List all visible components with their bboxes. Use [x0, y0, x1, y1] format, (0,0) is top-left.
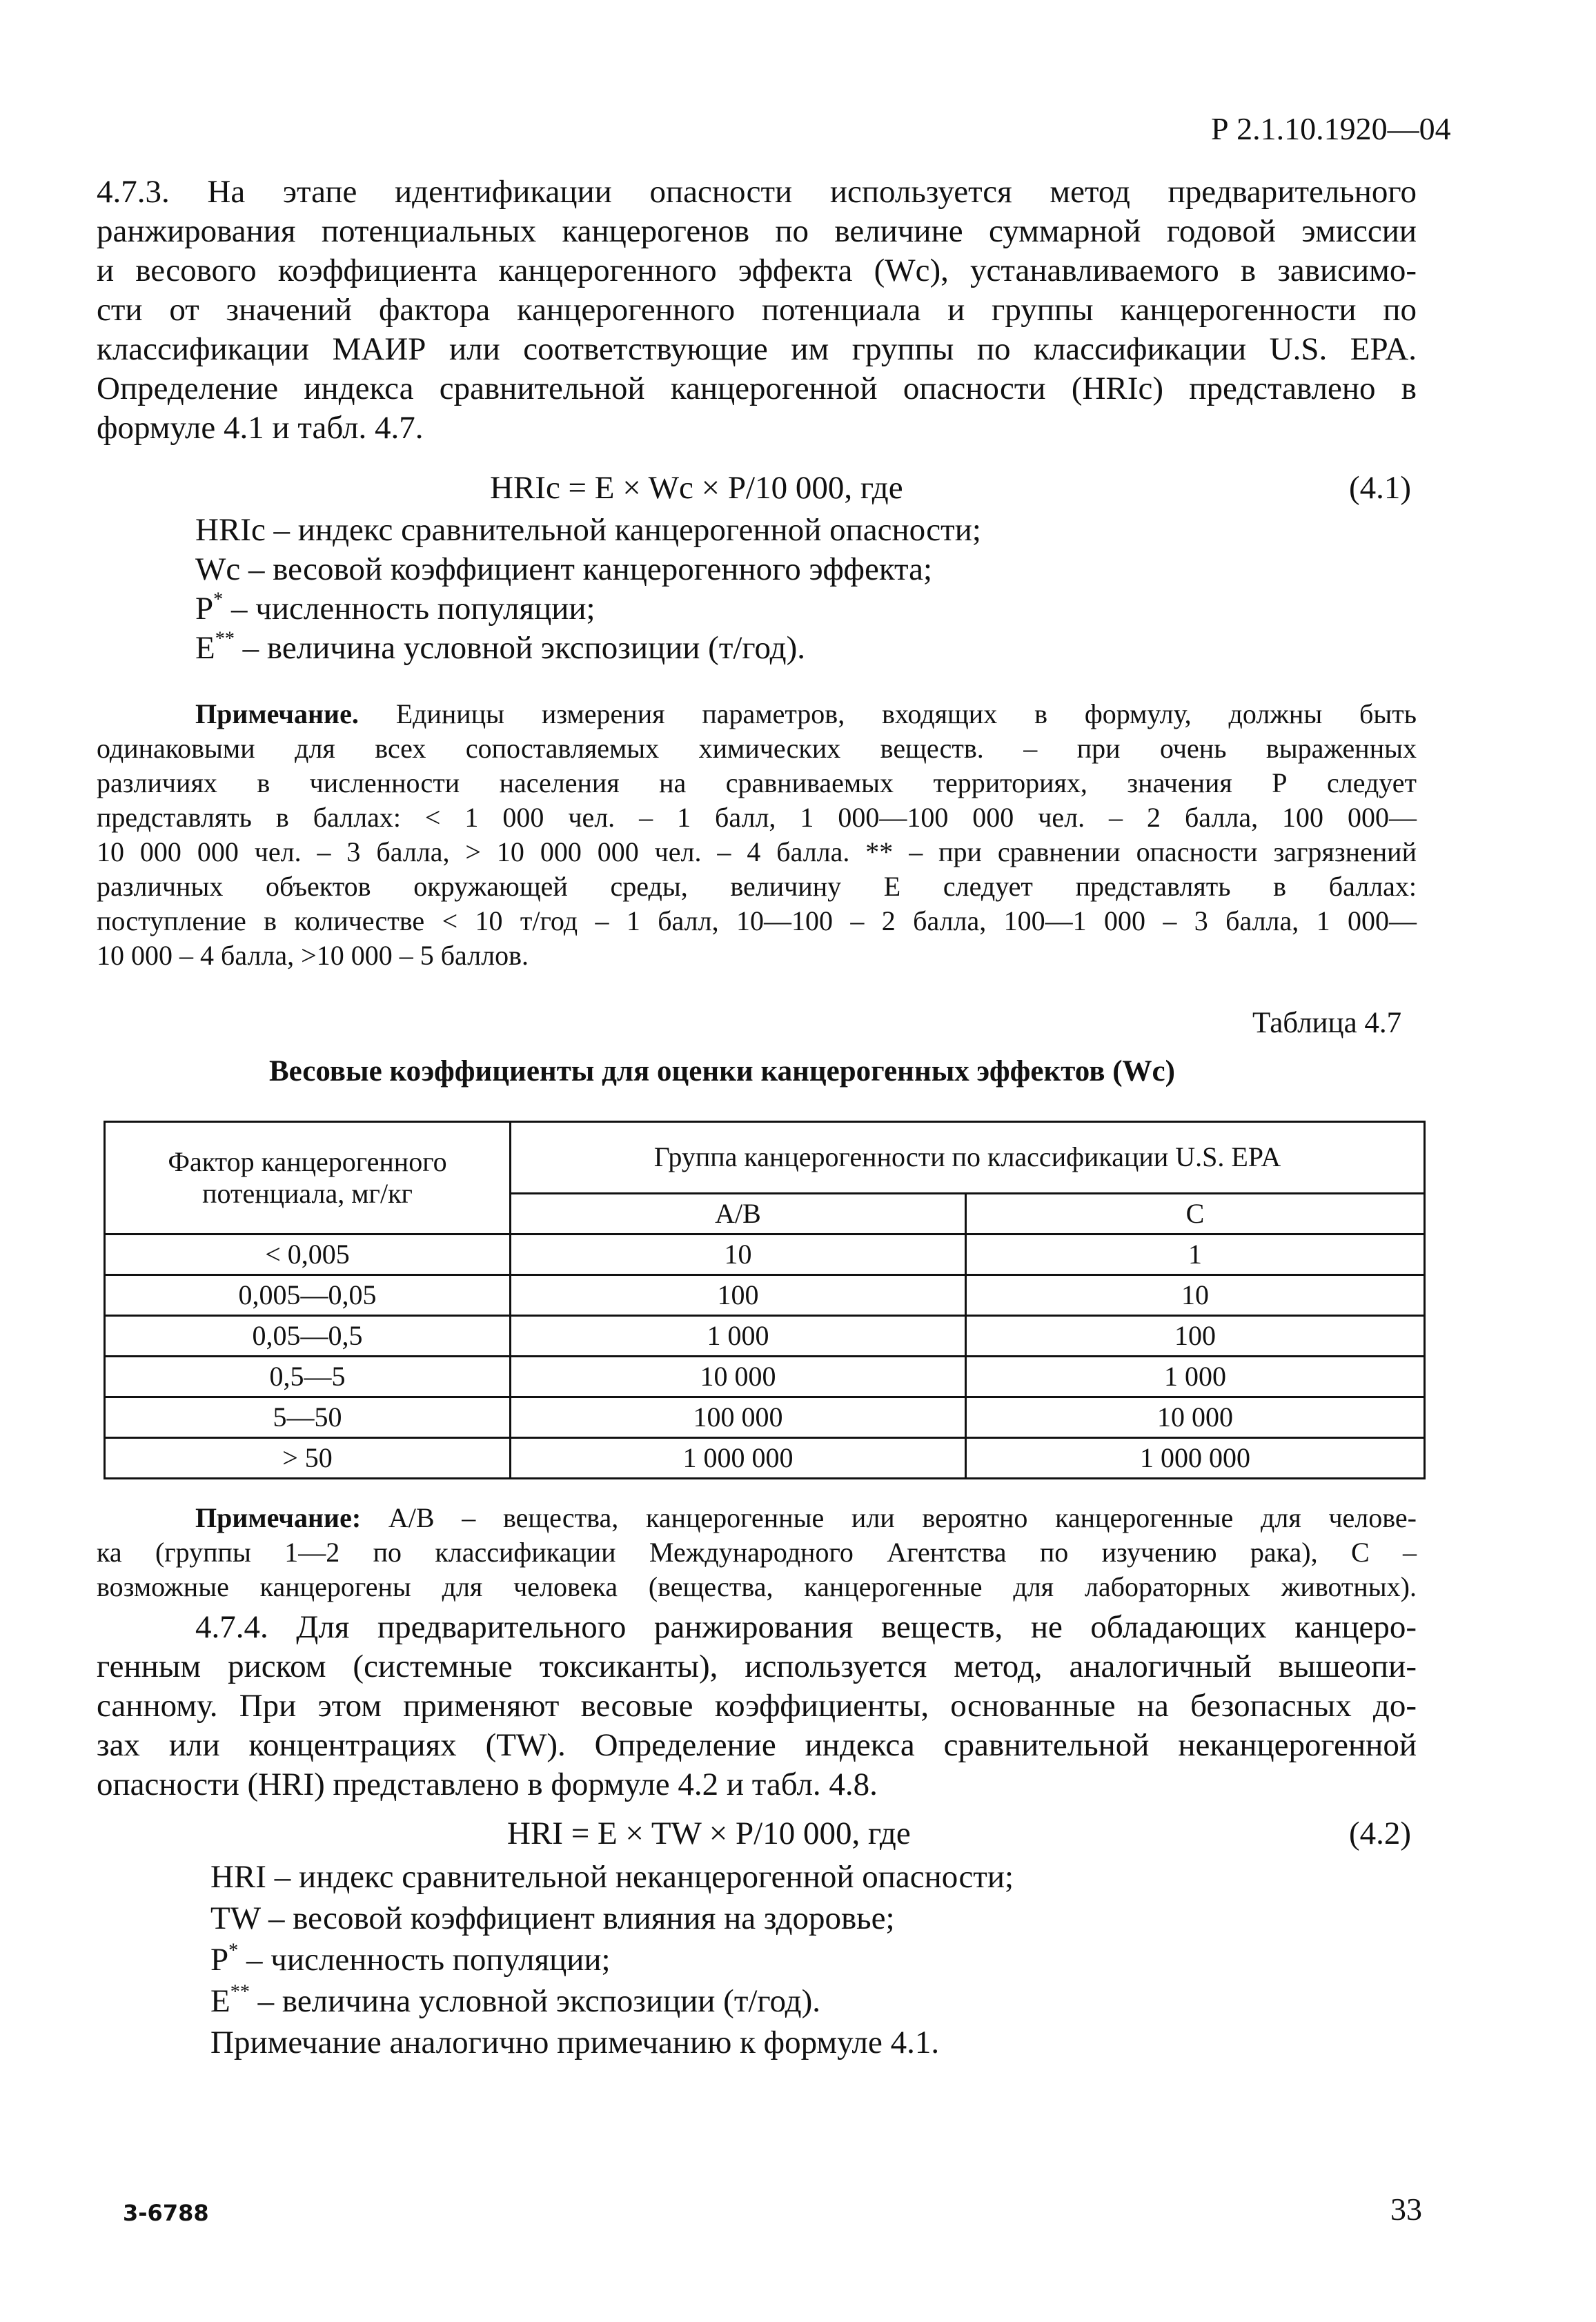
document-code: Р 2.1.10.1920—04 [1211, 111, 1451, 146]
cell-c: 1 000 000 [966, 1438, 1425, 1479]
note-text: Единицы измерения параметров, входящих в формулу, должны быть [395, 698, 1417, 729]
definition-text: – величина условной экспозиции (т/год). [234, 630, 805, 666]
table-title: Весовые коэффициенты для оценки канцерогенных эффектов (Wc) [269, 1055, 1175, 1088]
footnote-mark: ** [215, 628, 235, 650]
definition-line [195, 629, 981, 668]
text-line: ранжирования потенциальных канцерогенов по величине суммарной годовой эмиссии [97, 213, 1417, 249]
formula-4-1-number: (4.1) [1349, 470, 1412, 506]
cell-ab: 10 [511, 1234, 966, 1275]
header-group: Группа канцерогенности по классификации U.S. EPA [511, 1122, 1425, 1194]
note-label: Примечание. [195, 698, 359, 729]
cell-ab: 100 [511, 1275, 966, 1316]
table-row [105, 1357, 1425, 1397]
header-col-ab: A/B [511, 1193, 966, 1234]
definition-text: – величина условной экспозиции (т/год). [249, 1983, 820, 2019]
footnote-mark: ** [230, 1981, 250, 2003]
note-line: представлять в баллах: < 1 000 чел. – 1 балл, 1 000—100 000 чел. – 2 балла, 100 000— [97, 802, 1417, 833]
note-line: 10 000 – 4 балла, >10 000 – 5 баллов. [97, 940, 529, 971]
formula-4-1: HRIc = E × Wc × P/10 000, где [490, 470, 903, 506]
cell-factor: 5—50 [105, 1397, 511, 1438]
definition-line [210, 1940, 1014, 1982]
definition-text: HRIc – индекс сравнительной канцерогенной опасности; [195, 512, 981, 548]
weights-table [104, 1121, 1426, 1479]
text-line: 4.7.4. Для предварительного ранжирования веществ, не обладающих канцеро- [195, 1609, 1417, 1645]
note-line: различных объектов окружающей среды, величину Е следует представлять в баллах: [97, 871, 1417, 902]
text-line: сти от значений фактора канцерогенного потенциала и группы канцерогенности по [97, 292, 1417, 328]
definition-line [210, 1899, 1014, 1940]
note-4-1-body [97, 731, 1417, 973]
table-row [105, 1275, 1425, 1316]
cell-factor: 0,05—0,5 [105, 1316, 511, 1357]
cell-factor: < 0,005 [105, 1234, 511, 1275]
header-col-c: C [966, 1193, 1425, 1234]
cell-c: 100 [966, 1316, 1425, 1357]
text-line: зах или концентрациях (TW). Определение индекса сравнительной неканцерогенной [97, 1727, 1417, 1763]
definitions-4-2 [210, 1858, 1014, 2065]
cell-c: 1 000 [966, 1357, 1425, 1397]
definition-text: Wc – весовой коэффициент канцерогенного эффекта; [195, 551, 933, 587]
cell-c: 10 000 [966, 1397, 1425, 1438]
definition-line [210, 1858, 1014, 1899]
note-first-line [195, 1501, 1417, 1535]
table-row [105, 1316, 1425, 1357]
footnote-mark: * [213, 589, 224, 611]
text-line: классификации МАИР или соответствующие им группы по классификации U.S. EPA. [97, 331, 1417, 367]
note-text: A/B – вещества, канцерогенные или вероятно канцерогенные для челове- [388, 1502, 1417, 1533]
note-line: различиях в численности населения на сравниваемых территориях, значения Р следует [97, 767, 1417, 798]
print-code: 3-6788 [123, 2200, 209, 2226]
cell-factor: 0,5—5 [105, 1357, 511, 1397]
text-line: и весового коэффициента канцерогенного эффекта (Wc), устанавливаемого в зависимо- [97, 253, 1417, 288]
definitions-4-1 [195, 511, 981, 668]
definition-symbol: P [210, 1942, 229, 1978]
note-line: 10 000 000 чел. – 3 балла, > 10 000 000 чел. – 4 балла. ** – при сравнении опасности загрязнений [97, 836, 1417, 867]
definition-text: HRI – индекс сравнительной неканцерогенной опасности; [210, 1859, 1014, 1895]
cell-c: 1 [966, 1234, 1425, 1275]
cell-ab: 1 000 [511, 1316, 966, 1357]
paragraph-4-7-3 [97, 173, 1417, 448]
cell-c: 10 [966, 1275, 1425, 1316]
definition-symbol: E [210, 1983, 230, 2019]
definition-line [195, 589, 981, 629]
text-line: опасности (HRI) представлено в формуле 4.2 и табл. 4.8. [97, 1767, 878, 1802]
definition-symbol: E [195, 630, 215, 666]
definition-text: – численность популяции; [223, 591, 595, 627]
formula-4-2-number: (4.2) [1349, 1816, 1412, 1851]
text-line: санному. При этом применяют весовые коэффициенты, основанные на безопасных до- [97, 1688, 1417, 1724]
note-label: Примечание: [195, 1502, 362, 1533]
text-line: генным риском (системные токсиканты), используется метод, аналогичный вышеопи- [97, 1649, 1417, 1684]
paragraph-4-7-4 [97, 1608, 1417, 1804]
note-line: ка (группы 1—2 по классификации Международного Агентства по изучению рака), С – [97, 1537, 1417, 1568]
text-line: 4.7.3. На этапе идентификации опасности используется метод предварительного [97, 174, 1417, 210]
text-line: Определение индекса сравнительной канцерогенной опасности (HRIc) представлено в [97, 371, 1417, 406]
cell-ab: 10 000 [511, 1357, 966, 1397]
definition-text: Примечание аналогично примечанию к формуле 4.1. [210, 2025, 940, 2060]
cell-ab: 100 000 [511, 1397, 966, 1438]
cell-ab: 1 000 000 [511, 1438, 966, 1479]
definition-text: TW – весовой коэффициент влияния на здоровье; [210, 1900, 895, 1936]
table-row [105, 1397, 1425, 1438]
definition-line [210, 2023, 1014, 2065]
note-line: одинаковыми для всех сопоставляемых химических веществ. – при очень выраженных [97, 733, 1417, 764]
note-4-7-body [97, 1535, 1417, 1604]
definition-line [210, 1982, 1014, 2023]
cell-factor: 0,005—0,05 [105, 1275, 511, 1316]
footnote-mark: * [228, 1940, 239, 1962]
note-first-line [195, 697, 1417, 731]
table-row [105, 1234, 1425, 1275]
page-number: 33 [1390, 2192, 1422, 2227]
definition-symbol: P [195, 591, 214, 627]
table-row [105, 1438, 1425, 1479]
definition-text: – численность популяции; [238, 1942, 611, 1978]
cell-factor: > 50 [105, 1438, 511, 1479]
formula-4-2: HRI = E × TW × P/10 000, где [507, 1816, 911, 1851]
definition-line [195, 511, 981, 550]
table-label: Таблица 4.7 [1252, 1007, 1402, 1039]
note-line: возможные канцерогены для человека (вещества, канцерогенные для лабораторных животных). [97, 1571, 1417, 1602]
definition-line [195, 550, 981, 589]
text-line: формуле 4.1 и табл. 4.7. [97, 410, 424, 446]
note-line: поступление в количестве < 10 т/год – 1 балл, 10—100 – 2 балла, 100—1 000 – 3 балла, 1 000— [97, 905, 1417, 936]
header-factor: Фактор канцерогенного потенциала, мг/кг [105, 1122, 511, 1234]
